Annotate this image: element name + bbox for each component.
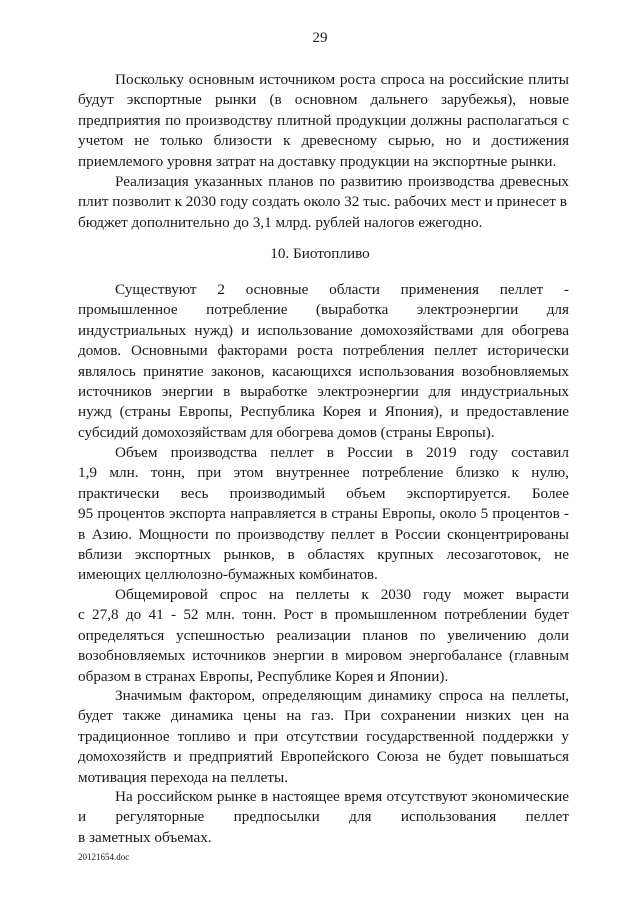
text-line: практически весь производимый объем экспортируется. Более [78, 484, 569, 502]
text-line: индустриальных нужд) и использование домохозяйствами для обогрева [78, 321, 569, 339]
text-line: На российском рынке в настоящее время отсутствуют экономические [115, 788, 569, 805]
text-line: 1,9 млн. тонн, при этом внутреннее потребление близко к нулю, [78, 464, 569, 482]
text-line: нужд (страны Европы, Республика Корея и Япония), и предоставление [78, 403, 569, 421]
page-number: 29 [312, 30, 328, 46]
text-line: и регуляторные предпосылки для использования пеллет [78, 808, 569, 826]
text-line: в Азию. Мощности по производству пеллет в России сконцентрированы [78, 525, 569, 543]
text-line: возобновляемых источников энергии в мировом энергобалансе (главным [78, 647, 569, 665]
paragraph-2 [78, 172, 569, 233]
text-line: с 27,8 до 41 - 52 млн. тонн. Рост в промышленном потреблении будет [78, 606, 569, 624]
paragraph-1 [78, 70, 569, 172]
text-line: источников энергии в выработке электроэнергии для индустриальных [78, 382, 569, 400]
paragraph-4 [78, 443, 569, 586]
text-line: имеющих целлюлозно-бумажных комбинатов. [78, 566, 378, 584]
text-line: в заметных объемах. [78, 828, 212, 846]
text-line: определяться успешностью реализации планов по увеличению доли [78, 626, 569, 644]
section-heading: 10. Биотопливо [270, 245, 370, 262]
text-line: образом в странах Европы, Республике Корея и Японии). [78, 667, 449, 685]
paragraph-7 [78, 787, 569, 848]
text-line: субсидий домохозяйствам для обогрева домов (страны Европы). [78, 423, 495, 441]
text-line: домохозяйств и предприятий Европейского Союза не будет повышаться [78, 748, 569, 766]
text-line: являлось принятие законов, касающихся использования возобновляемых [78, 362, 569, 380]
text-line: Значимым фактором, определяющим динамику спроса на пеллеты, [115, 687, 569, 704]
paragraph-5 [78, 585, 569, 687]
text-line: плит позволит к 2030 году создать около 32 тыс. рабочих мест и принесет в [78, 193, 567, 211]
text-line: будут экспортные рынки (в основном дальнего зарубежья), новые [78, 91, 569, 109]
text-line: бюджет дополнительно до 3,1 млрд. рублей налогов ежегодно. [78, 213, 483, 231]
text-line: вблизи экспортных рынков, в областях крупных лесозаготовок, не [78, 545, 569, 563]
text-line: традиционное топливо и при отсутствии государственной поддержки у [78, 727, 569, 745]
text-line: Реализация указанных планов по развитию производства древесных [115, 173, 569, 190]
paragraph-6 [78, 686, 569, 788]
text-line: будет также динамика цены на газ. При сохранении низких цен на [78, 707, 569, 725]
text-line: мотивация перехода на пеллеты. [78, 768, 289, 786]
text-line: домов. Основными факторами роста потребления пеллет исторически [78, 342, 569, 360]
text-line: промышленное потребление (выработка электроэнергии для [78, 301, 569, 319]
text-line: Поскольку основным источником роста спроса на российские плиты [115, 71, 569, 88]
text-line: Объем производства пеллет в России в 2019 году составил [115, 444, 569, 461]
footer-file-code: 20121654.doc [78, 852, 130, 862]
paragraph-3 [78, 280, 569, 443]
text-line: приемлемого уровня затрат на доставку продукции на экспортные рынки. [78, 152, 557, 170]
text-line: 95 процентов экспорта направляется в страны Европы, около 5 процентов - [78, 505, 569, 523]
text-line: Существуют 2 основные области применения пеллет - [115, 281, 569, 298]
text-line: предприятия по производству плитной продукции должны располагаться с [78, 111, 569, 129]
text-line: учетом не только близости к древесному сырью, но и достижения [78, 132, 569, 150]
text-line: Общемировой спрос на пеллеты к 2030 году может вырасти [115, 586, 569, 603]
